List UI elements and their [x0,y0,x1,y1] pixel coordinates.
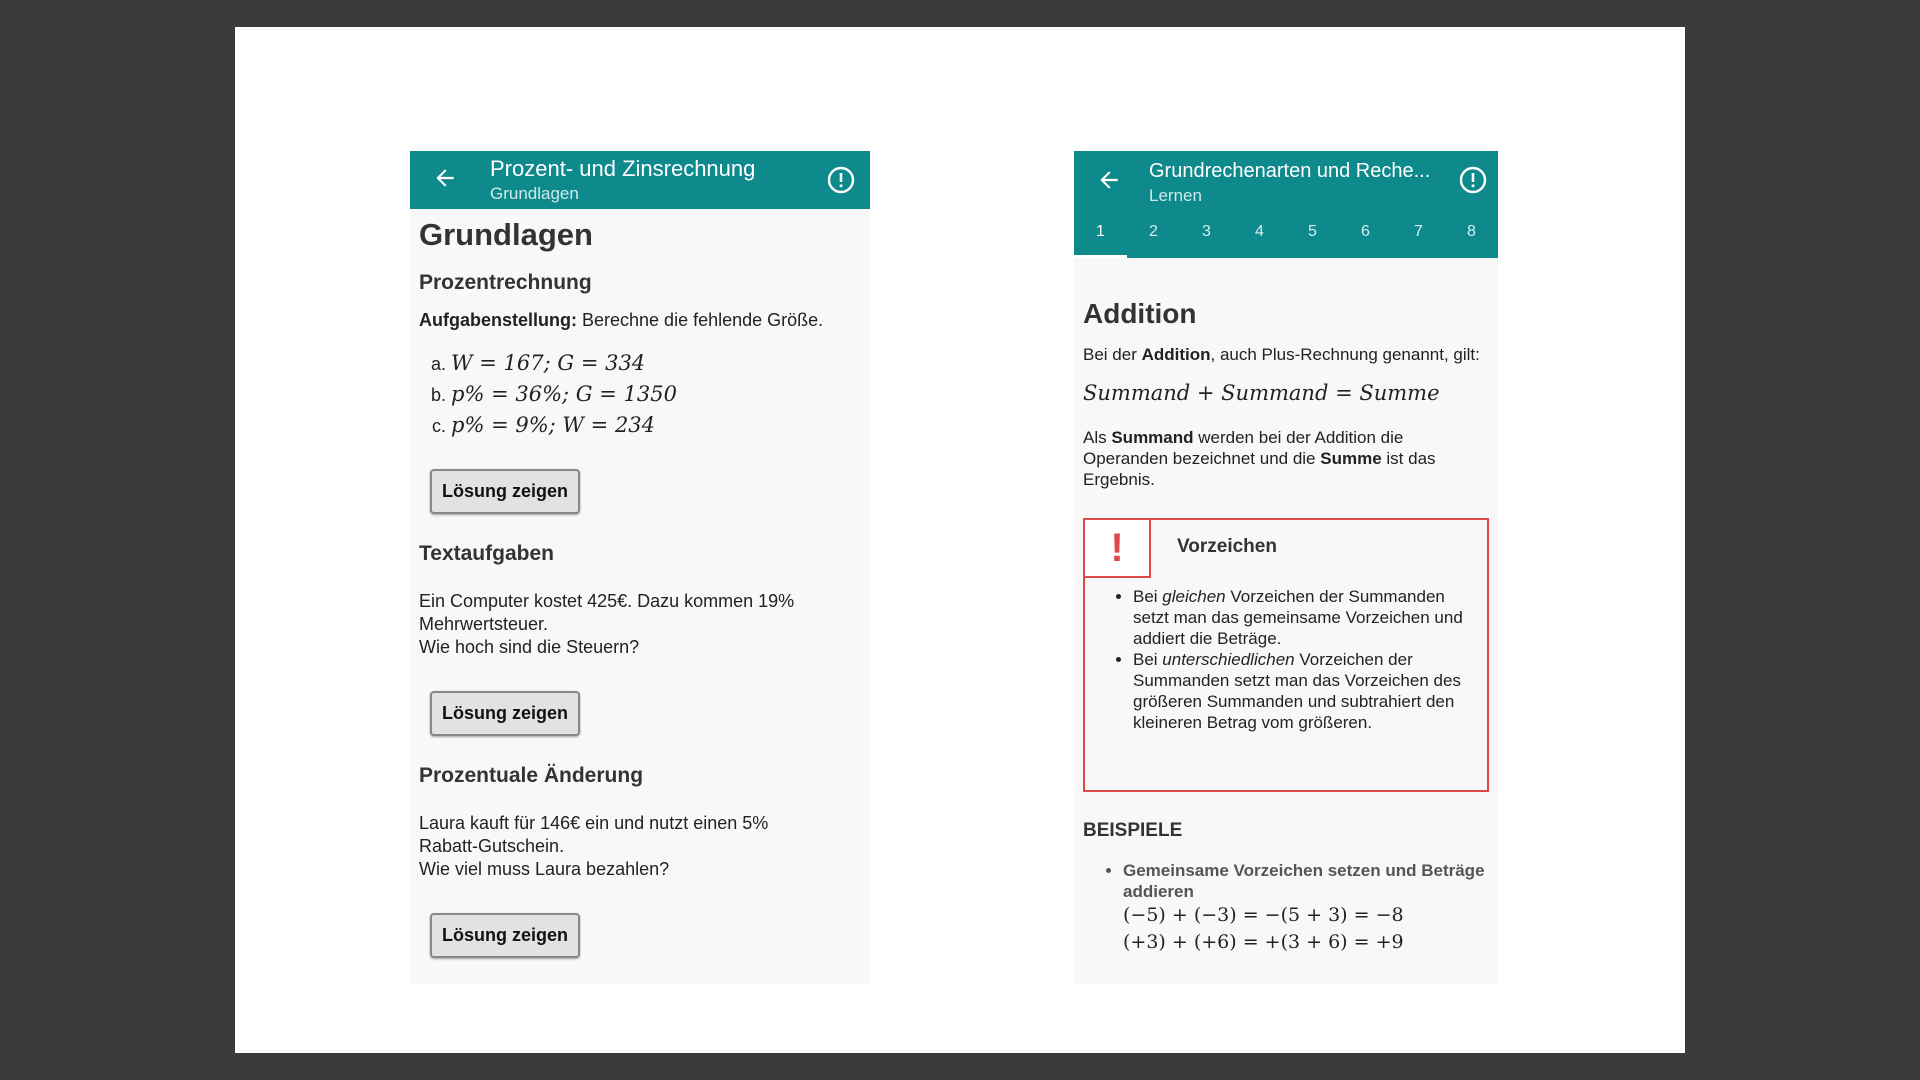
operands-e: ist das Ergebnis. [1083,449,1436,489]
task-math: p% = 36%; G = 1350 [451,382,677,406]
tab-4[interactable]: 4 [1255,223,1264,240]
left-screen [410,151,870,984]
examples-heading: BEISPIELE [1083,820,1183,841]
tab-2[interactable]: 2 [1149,223,1158,240]
tab-6[interactable]: 6 [1361,223,1370,240]
word-problem-line: Ein Computer kostet 425€. Dazu kommen 19% [419,591,795,611]
task-math: W = 167; G = 334 [451,351,646,375]
rule-text: Bei [1133,650,1163,669]
tab-1[interactable]: 1 [1074,209,1127,258]
task-item [451,348,861,379]
word-problem-line: Wie hoch sind die Steuern? [419,637,640,657]
percent-change-line: Laura kauft für 146€ ein und nutzt einen 5% [419,813,769,833]
task-item [451,410,861,441]
example-equation: (−5) + (−3) = −(5 + 3) = −8 [1123,904,1404,926]
right-app-title: Grundrechenarten und Reche... [1149,160,1431,182]
intro-bold: Addition [1141,345,1211,364]
addition-formula: Summand + Summand = Summe [1083,381,1440,405]
example-equation: (+3) + (+6) = +(3 + 6) = +9 [1123,931,1404,953]
left-app-bar [410,151,870,209]
rule-text: Bei [1133,587,1163,606]
sign-rules-title: Vorzeichen [1177,536,1277,557]
show-solution-button[interactable]: Lösung zeigen [430,913,580,958]
intro-post: , auch Plus-Rechnung genannt, gilt: [1210,345,1480,364]
sign-rule-item [1133,649,1473,733]
section-heading-prozentuale-aenderung: Prozentuale Änderung [419,764,644,787]
task-list [419,348,861,441]
tab-8[interactable]: 8 [1467,223,1476,240]
tab-3[interactable]: 3 [1202,223,1211,240]
left-app-subtitle: Grundlagen [490,184,579,203]
task-label: Aufgabenstellung: [419,310,577,330]
right-screen [1074,151,1498,984]
right-app-bar [1074,151,1498,258]
examples-list [1083,860,1489,956]
right-app-subtitle: Lernen [1149,186,1202,205]
tab-7[interactable]: 7 [1414,223,1423,240]
sign-rule-item [1133,586,1473,649]
operands-a: Als [1083,428,1112,447]
percent-change-line: Rabatt-Gutschein. [419,836,565,856]
operands-c: werden bei der Addition die Operanden bezeichnet und die [1083,428,1404,468]
percent-change-line: Wie viel muss Laura bezahlen? [419,859,670,879]
page-heading: Addition [1083,298,1197,329]
example-label: Gemeinsame Vorzeichen setzen und Beträge addieren [1123,861,1485,901]
example-item [1123,860,1489,956]
task-instruction [419,309,861,332]
task-text: Berechne die fehlende Größe. [577,310,824,330]
rule-emphasis: unterschiedlichen [1162,650,1295,669]
page-heading: Grundlagen [419,217,593,252]
slide-background [235,27,1685,1053]
intro-pre: Bei der [1083,345,1142,364]
back-arrow-icon[interactable] [432,165,458,191]
page-tabs [1074,209,1498,258]
section-heading-textaufgaben: Textaufgaben [419,542,554,565]
operands-b: Summand [1111,428,1194,447]
rule-text: Vorzeichen der Summanden setzt man das Vorzeichen des größeren Summanden und subtrahiert den kleineren Betrag vom größeren. [1133,650,1461,732]
show-solution-button[interactable]: Lösung zeigen [430,469,580,514]
task-item [451,379,861,410]
show-solution-button[interactable]: Lösung zeigen [430,691,580,736]
task-math: p% = 9%; W = 234 [451,413,656,437]
word-problem-text [419,590,861,659]
operands-d: Summe [1320,449,1382,468]
operands-text [1083,427,1489,490]
exclamation-icon: ! [1083,518,1151,578]
sign-rules-box [1083,518,1489,792]
tab-5[interactable]: 5 [1308,223,1317,240]
report-alert-icon[interactable] [826,165,856,195]
percent-change-text [419,812,861,881]
sign-rules-list [1113,586,1473,733]
rule-emphasis: gleichen [1162,587,1226,606]
report-alert-icon[interactable] [1458,165,1488,195]
back-arrow-icon[interactable] [1096,167,1122,193]
rule-text: Vorzeichen der Summanden setzt man das gemeinsame Vorzeichen und addiert die Beträge. [1133,587,1463,648]
intro-text [1083,344,1489,365]
section-heading-prozentrechnung: Prozentrechnung [419,271,592,294]
left-app-title: Prozent- und Zinsrechnung [490,156,756,181]
word-problem-line: Mehrwertsteuer. [419,614,549,634]
